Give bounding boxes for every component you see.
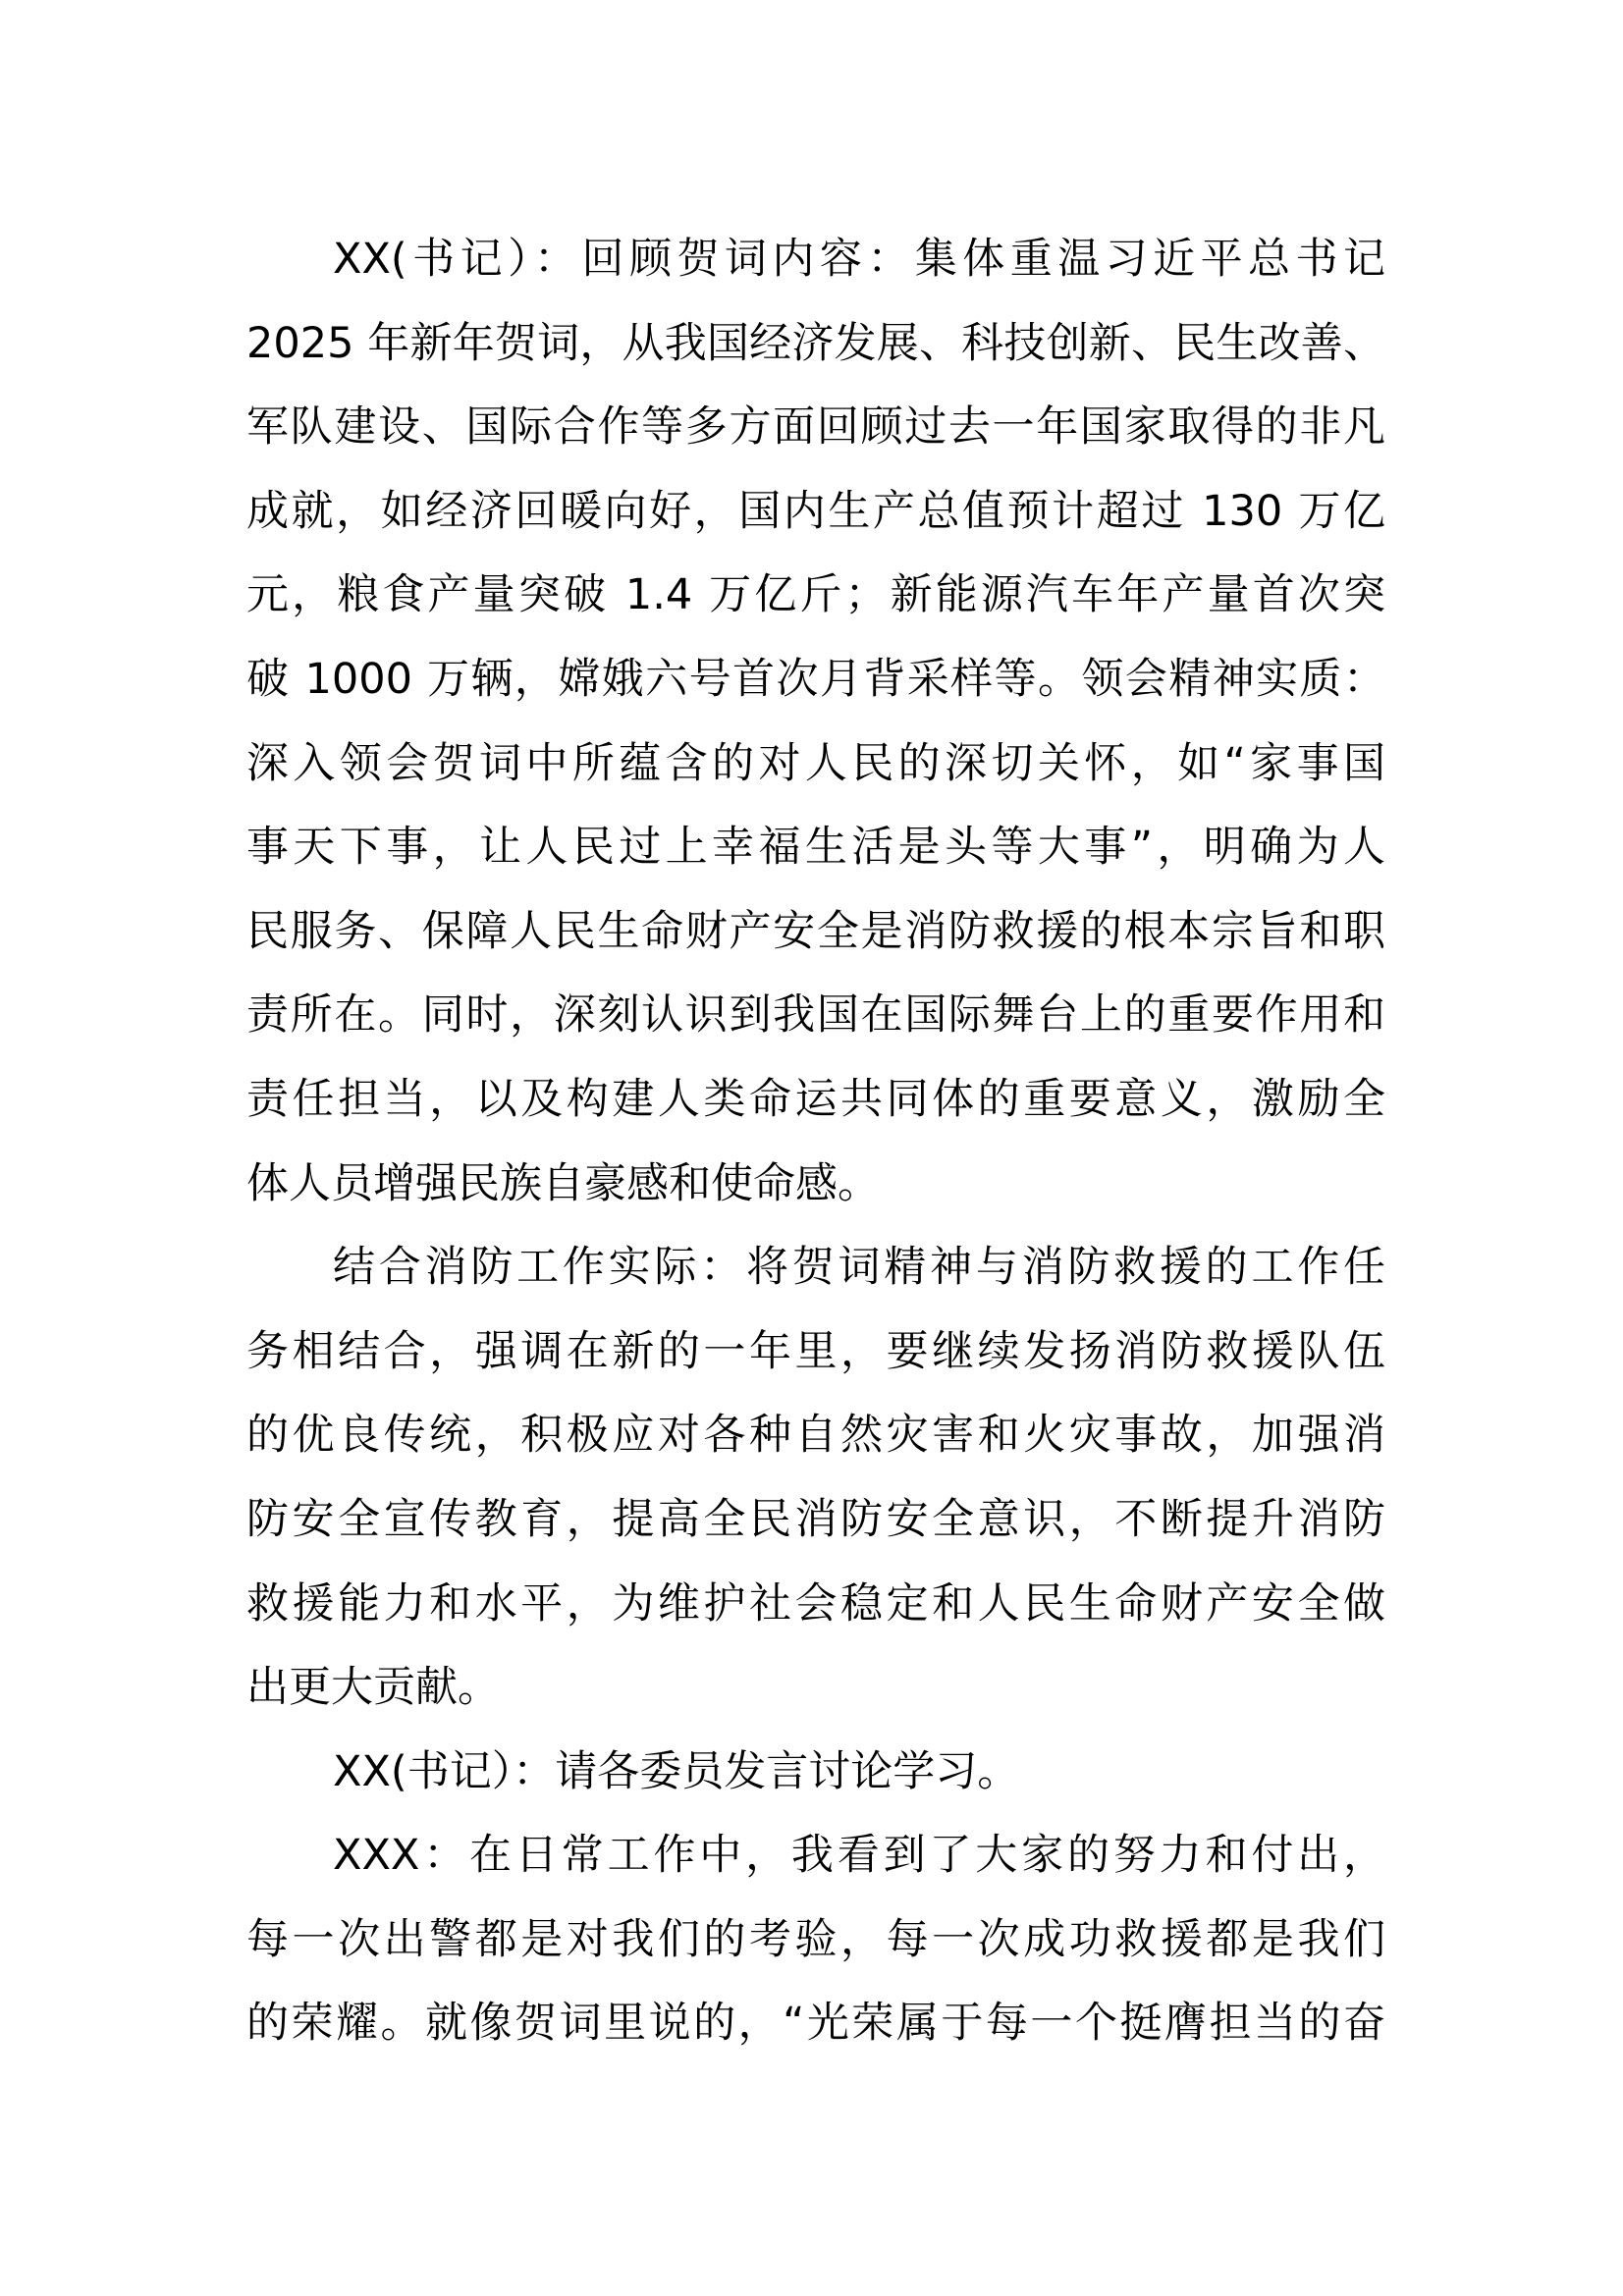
- paragraph-line: XX(书记）：请各委员发言讨论学习。: [333, 1746, 1020, 1796]
- paragraph-line: 结合消防工作实际：将贺词精神与消防救援的工作任: [333, 1243, 1385, 1293]
- paragraph-line: 民服务、保障人民生命财产安全是消防救援的根本宗旨和职: [246, 906, 1385, 956]
- paragraph-line: 防安全宣传教育，提高全民消防安全意识，不断提升消防: [246, 1494, 1385, 1544]
- paragraph-member-speech: [246, 1814, 1385, 2066]
- document-body: [246, 218, 1385, 2066]
- paragraph-line: 务相结合，强调在新的一年里，要继续发扬消防救援队伍: [246, 1326, 1385, 1376]
- paragraph-line: XX(书记）：回顾贺词内容：集体重温习近平总书记: [333, 235, 1385, 284]
- paragraph-line: 军队建设、国际合作等多方面回顾过去一年国家取得的非凡: [246, 402, 1385, 453]
- paragraph-fire-work-practice: [246, 1226, 1385, 1731]
- paragraph-line: 元，粮食产量突破 1.4 万亿斤；新能源汽车年产量首次突: [246, 570, 1385, 620]
- paragraph-line: 事天下事，让人民过上幸福生活是头等大事”，明确为人: [246, 823, 1385, 873]
- paragraph-line: 成就，如经济回暖向好，国内生产总值预计超过 130 万亿: [246, 486, 1385, 536]
- paragraph-secretary-invite-discussion: [246, 1731, 1385, 1815]
- paragraph-line: XXX：在日常工作中，我看到了大家的努力和付出，: [333, 1831, 1385, 1881]
- paragraph-line: 救援能力和水平，为维护社会稳定和人民生命财产安全做: [246, 1578, 1385, 1629]
- paragraph-line: 2025 年新年贺词，从我国经济发展、科技创新、民生改善、: [246, 318, 1385, 368]
- paragraph-line: 的优良传统，积极应对各种自然灾害和火灾事故，加强消: [246, 1411, 1385, 1461]
- paragraph-line: 的荣耀。就像贺词里说的，“光荣属于每一个挺膺担当的奋: [246, 1999, 1385, 2049]
- paragraph-review-new-year-address: [246, 218, 1385, 1226]
- paragraph-line: 责所在。同时，深刻认识到我国在国际舞台上的重要作用和: [246, 990, 1385, 1041]
- paragraph-line: 破 1000 万辆，嫦娥六号首次月背采样等。领会精神实质：: [246, 654, 1385, 704]
- paragraph-line: 出更大贡献。: [246, 1663, 500, 1713]
- paragraph-line: 深入领会贺词中所蕴含的对人民的深切关怀，如“家事国: [246, 738, 1385, 788]
- paragraph-line: 体人员增强民族自豪感和使命感。: [246, 1158, 880, 1208]
- paragraph-line: 责任担当，以及构建人类命运共同体的重要意义，激励全: [246, 1074, 1385, 1124]
- paragraph-line: 每一次出警都是对我们的考验，每一次成功救援都是我们: [246, 1914, 1385, 1964]
